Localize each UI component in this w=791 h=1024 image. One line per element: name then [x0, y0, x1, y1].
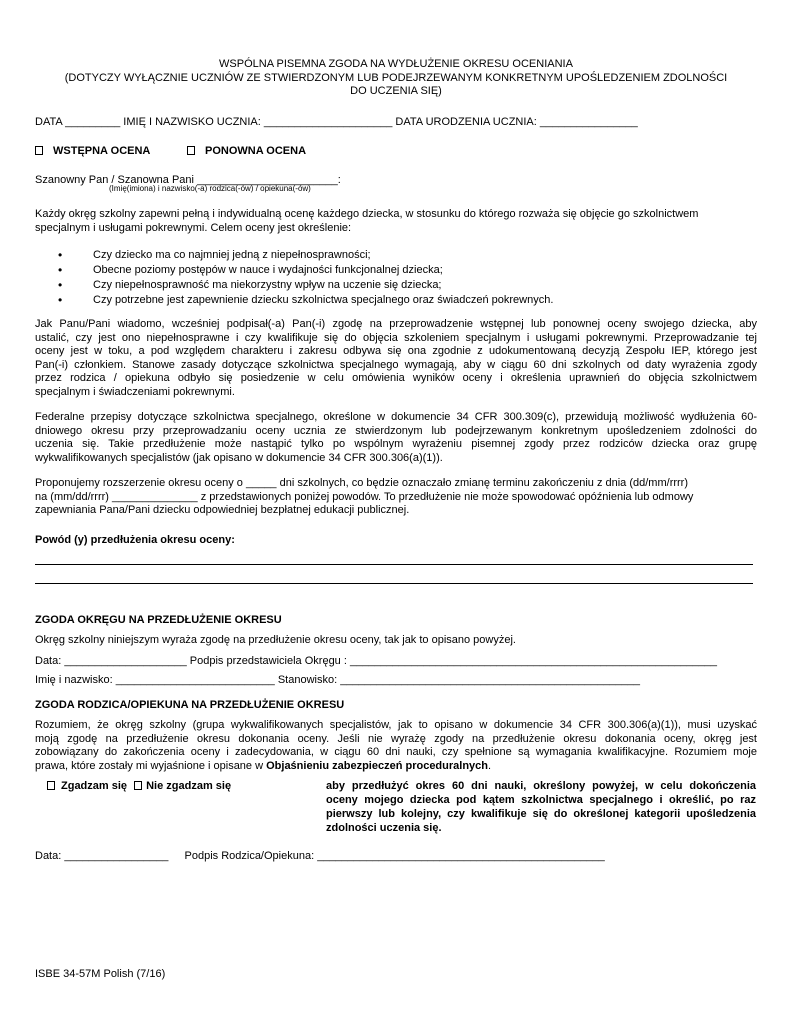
consent-line-1: Jak Panu/Pani wiadomo, wcześniej podpisał(-a) Pan(-i) zgodę na przeprowadzenie wstępnej lub ponownej oceny swojego dziecka, aby [35, 318, 757, 330]
proposal-text-2a: na (mm/dd/rrrr) [35, 490, 109, 503]
district-signature-label: Podpis przedstawiciela Okręgu : [189, 655, 347, 667]
initial-evaluation-label: WSTĘPNA OCENA [53, 145, 151, 157]
bullet-icon: • [58, 263, 63, 277]
consent-line-6: specjalnym i świadczeniami pokrewnymi. [35, 385, 235, 398]
proposal-text-1b: dni szkolnych, co będzie oznaczało zmianę terminu zakończeniu z dnia (dd/mm/rrrr) [279, 477, 689, 489]
list-item-text: Obecne poziomy postępów w nauce i wydajności funkcjonalnej dziecka; [93, 264, 443, 276]
date-label: DATA [35, 116, 63, 128]
statement-line-1: aby przedłużyć okres 60 dni nauki, określony powyżej, w celu dokończenia [326, 780, 756, 792]
district-consent-heading: ZGODA OKRĘGU NA PRZEDŁUŻENIE OKRESU [35, 614, 282, 626]
disagree-checkbox[interactable] [134, 781, 142, 790]
student-info-row [35, 115, 638, 129]
new-deadline-field[interactable]: ______________ [112, 490, 198, 503]
title-line-2: (DOTYCZY WYŁĄCZNIE UCZNIÓW ZE STWIERDZONYM LUB PODEJRZEWANYM KONKRETNYM UPOŚLEDZENIEM ZDOLNOŚCI [64, 71, 728, 84]
district-date-row [35, 654, 717, 668]
parent-date-field[interactable]: _________________ [64, 850, 169, 862]
federal-line-2: dniowego okresu przy przeprowadzaniu oceny ucznia ze stwierdzonym lub podejrzewanym konkretnym upośledzeniem zdolności do [35, 424, 757, 437]
student-name-field[interactable]: _____________________ [263, 116, 393, 128]
list-item-text: Czy dziecko ma co najmniej jedną z niepełnosprawności; [93, 249, 371, 261]
federal-line-3: uczenia się. Takie przedłużenie może nastąpić tylko po wspólnym wyrażeniu pisemnej zgody przez rodziców dziecka oraz grupę [35, 438, 757, 450]
list-item [35, 248, 725, 263]
federal-paragraph [35, 411, 757, 465]
dob-field[interactable]: ________________ [539, 116, 638, 128]
purpose-list [35, 248, 725, 308]
proposal-line-1 [35, 477, 757, 491]
agree-options [47, 779, 231, 793]
statement-line-2: oceny mojego dziecka pod kątem szkolnictwa specjalnego i określić, po raz [326, 794, 756, 806]
agree-checkbox[interactable] [47, 781, 55, 790]
district-name-row [35, 673, 640, 687]
list-item-text: Czy niepełnosprawność ma niekorzystny wpływ na uczenie się dziecka; [93, 279, 442, 291]
reevaluation-checkbox[interactable] [187, 146, 195, 155]
extension-days-field[interactable]: _____ [245, 477, 277, 489]
consent-line-4: Pan(-i) członkiem. Stanowe zasady dotyczące szkolnictwa specjalnego wymagają, aby w ciągu 60 dni szkolnych od daty wyrażenia zgody [35, 358, 757, 371]
list-item [35, 293, 725, 308]
intro-line-1: Każdy okręg szkolny zapewni pełną i indywidualną ocenę każdego dziecka, w stosunku do którego rozważa się objęcie go szkolnictwem [35, 208, 699, 220]
district-position-label: Stanowisko: [277, 674, 338, 686]
federal-line-1: Federalne przepisy dotyczące szkolnictwa specjalnego, określone w dokumencie 34 CFR 300.309(c), przewidują możliwość wydłużenia 60- [35, 411, 757, 423]
date-field[interactable]: _________ [65, 116, 121, 128]
district-date-label: Data: [35, 655, 62, 667]
consent-paragraph [35, 318, 757, 399]
title-line-3: DO UCZENIA SIĘ) [350, 85, 442, 97]
consent-line-3: oceny jest w toku, a pod względem charakteru i zakresu odbywa się ona zgodnie z udokumentowaną decyzją Zespołu IEP, którego jest [35, 345, 757, 357]
form-id: ISBE 34-57M Polish (7/16) [35, 968, 166, 980]
initial-evaluation-checkbox[interactable] [35, 146, 43, 155]
dob-label: DATA URODZENIA UCZNIA: [395, 116, 537, 128]
statement-line-3: pierwszy lub kolejny, czy kwalifikuje się do określonej kategorii upośledzenia [326, 808, 756, 820]
parent-date-label: Data: [35, 850, 62, 862]
reasons-line-2[interactable] [35, 583, 753, 584]
reevaluation-label: PONOWNA OCENA [205, 145, 307, 157]
district-consent-text: Okręg szkolny niniejszym wyraża zgodę na przedłużenie okresu oceny, tak jak to opisano powyżej. [35, 634, 516, 646]
parent-signature-row [35, 849, 605, 863]
salutation-text: Szanowny Pan / Szanowna Pani [35, 174, 194, 186]
proposal-paragraph [35, 477, 757, 518]
district-signature-field[interactable]: ____________________________________________________________ [349, 655, 718, 667]
parent-statement [326, 779, 756, 835]
parent-signature-field[interactable]: _______________________________________________ [317, 850, 605, 862]
agree-label: Zgadzam się [61, 780, 128, 792]
parent-text-4a: prawa, które zostały mi wyjaśnione i opisane w [35, 759, 264, 772]
federal-line-4: wykwalifikowanych specjalistów (jak opisano w dokumencie 34 CFR 300.306(a)(1)). [35, 451, 443, 464]
parent-line-2: moją zgodę na przedłużenie okresu dokonania oceny. Jeśli nie wyrażę zgody na przedłużenie okresu dokonania oceny, okręg jest [35, 732, 757, 745]
district-name-field[interactable]: __________________________ [115, 674, 275, 686]
procedural-safeguards-title: Objaśnieniu zabezpieczeń proceduralnych [266, 759, 488, 772]
parent-name-field[interactable]: _______________________: [197, 174, 341, 186]
statement-line-4: zdolności uczenia się. [326, 822, 442, 834]
proposal-line-2 [35, 491, 757, 505]
reasons-line-1[interactable] [35, 564, 753, 565]
intro-line-2: specjalnym i usługami pokrewnymi. Celem oceny jest określenie: [35, 221, 352, 234]
district-position-field[interactable]: _________________________________________________ [340, 674, 640, 686]
proposal-text-1a: Proponujemy rozszerzenie okresu oceny o [35, 477, 243, 489]
parent-line-3: zobowiązany do zakończenia oceny i zadecydowania, w ciągu 60 dni nauki, czy spełnione są wymagania kwalifikacyjne. Rozumiem moje [35, 746, 757, 758]
parent-text-4b: . [488, 759, 492, 772]
district-date-field[interactable]: ____________________ [64, 655, 187, 667]
intro-paragraph [35, 208, 757, 235]
disagree-label: Nie zgadzam się [146, 780, 232, 792]
reasons-label: Powód (y) przedłużenia okresu oceny: [35, 534, 235, 546]
proposal-text-2b: z przedstawionych poniżej powodów. To przedłużenie nie może spowodować opóźnienia lub odmowy [200, 490, 694, 503]
evaluation-type-re [187, 144, 306, 158]
parent-signature-label: Podpis Rodzica/Opiekuna: [184, 850, 315, 862]
document-title [35, 58, 757, 99]
list-item [35, 278, 725, 293]
consent-line-5: przez rodzica / opiekuna odbyło się posiedzenie w celu omówienia wyników oceny i określenia uprawnień do objęcia szkolnictwem [35, 372, 757, 384]
bullet-icon: • [58, 293, 63, 307]
parent-consent-heading: ZGODA RODZICA/OPIEKUNA NA PRZEDŁUŻENIE OKRESU [35, 699, 345, 711]
bullet-icon: • [58, 248, 63, 262]
list-item [35, 263, 725, 278]
title-line-1: WSPÓLNA PISEMNA ZGODA NA WYDŁUŻENIE OKRESU OCENIANIA [219, 58, 573, 70]
salutation-sublabel: (Imię(imiona) i nazwisko(-a) rodzica(-ów) / opiekuna(-ów) [109, 184, 311, 193]
parent-consent-paragraph [35, 719, 757, 773]
parent-line-1: Rozumiem, że okręg szkolny (grupa wykwalifikowanych specjalistów, jak to opisano w dokumencie 34 CFR 300.306(a)(1)), musi uzyskać [35, 719, 757, 731]
bullet-icon: • [58, 278, 63, 292]
student-name-label: IMIĘ I NAZWISKO UCZNIA: [123, 116, 261, 128]
evaluation-type-initial [35, 144, 150, 158]
proposal-line-3: zapewniania Pana/Pani dziecku odpowiedniej bezpłatnej edukacji publicznej. [35, 504, 410, 516]
consent-line-2: ustalić, czy jest ono niepełnosprawne i czy kwalifikuje się do objęcia szkoleniem specjalnym i usługami pokrewnymi. Przeprowadzanie tej [35, 331, 757, 344]
district-name-label: Imię i nazwisko: [35, 674, 113, 686]
list-item-text: Czy potrzebne jest zapewnienie dziecku szkolnictwa specjalnego oraz świadczeń pokrewnych. [93, 294, 554, 306]
parent-line-4 [35, 760, 757, 774]
